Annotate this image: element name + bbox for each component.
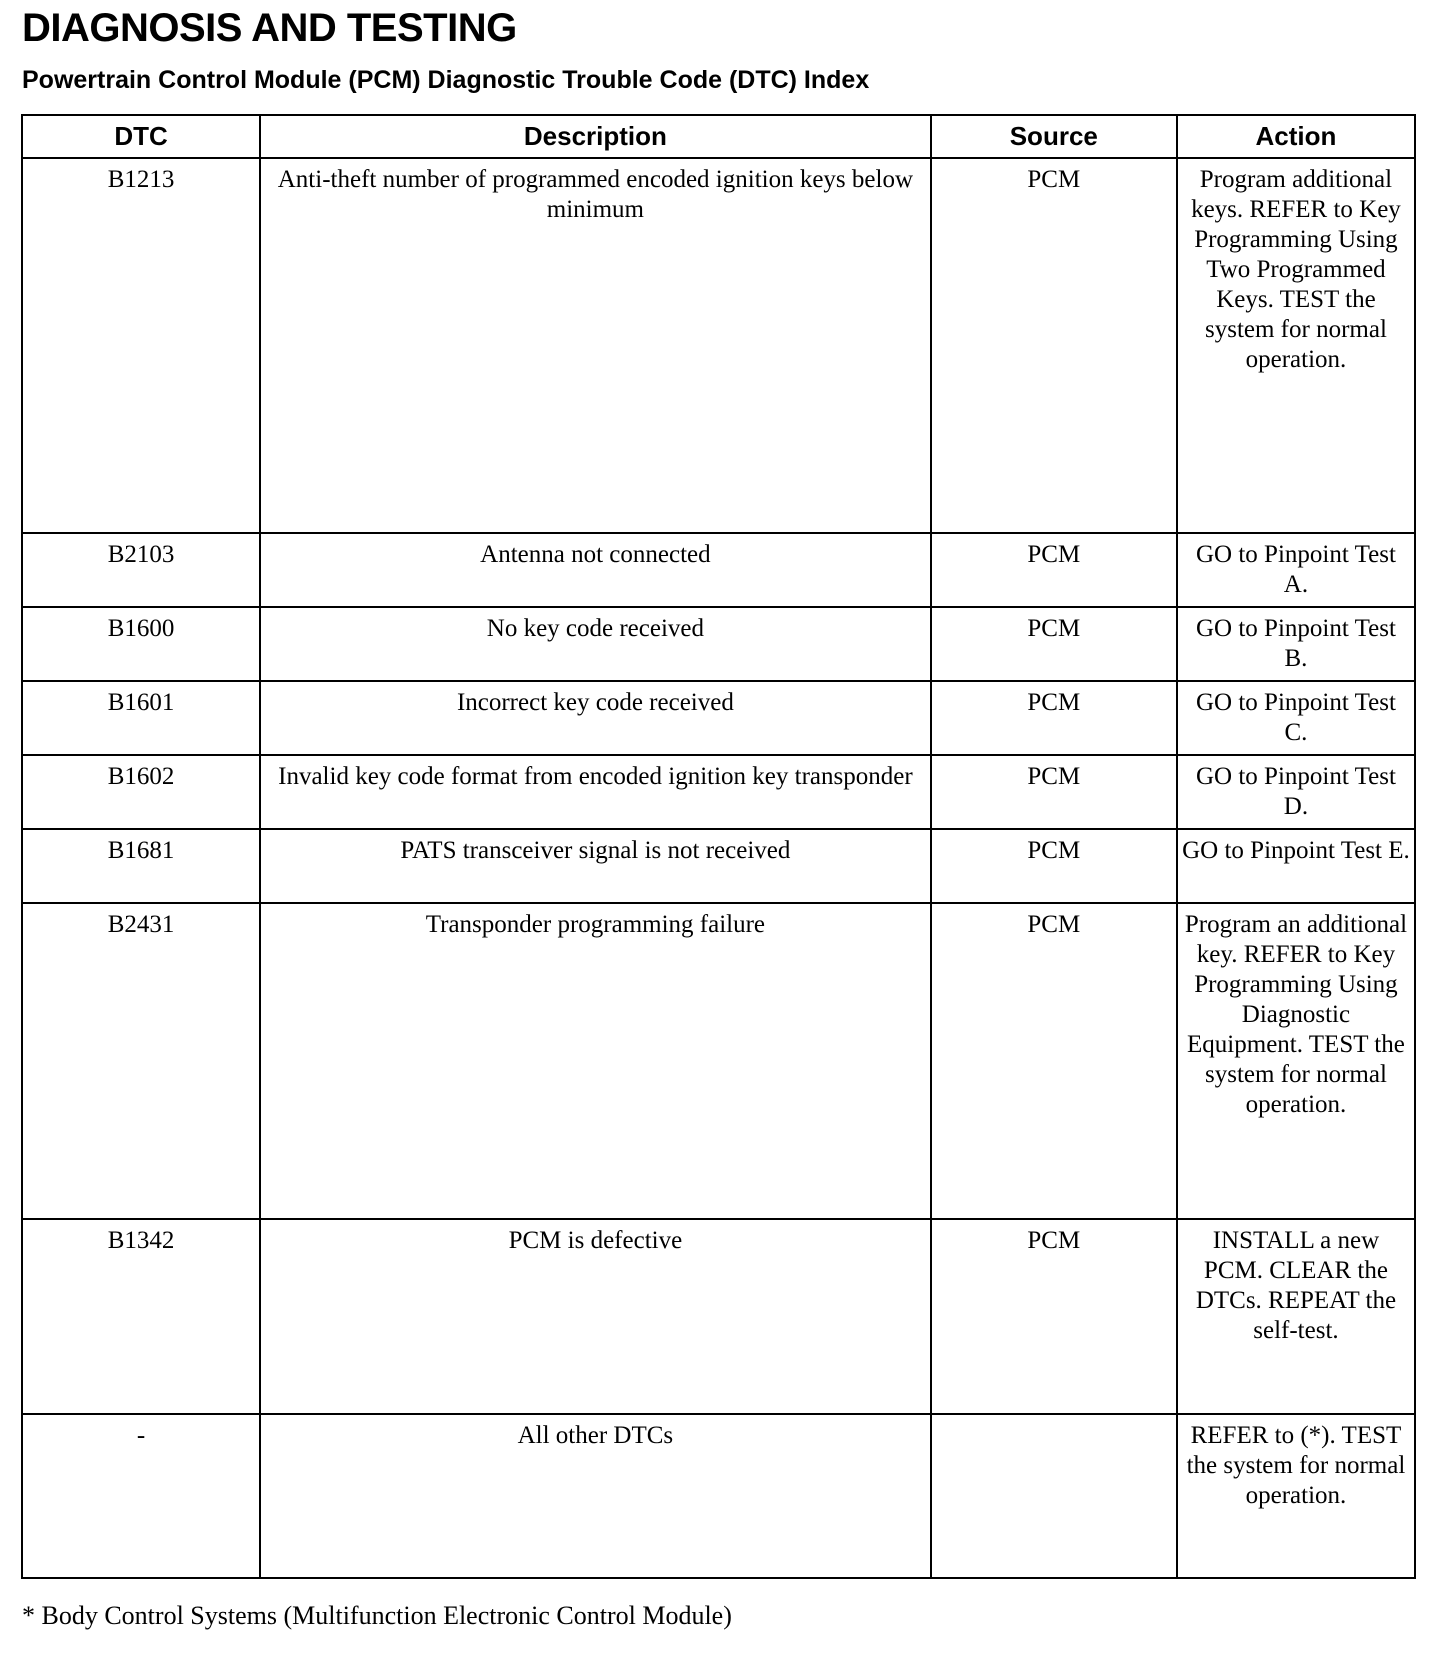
description-cell: Anti-theft number of programmed encoded ignition keys below minimum bbox=[260, 158, 931, 533]
dtc-cell: B1600 bbox=[22, 607, 260, 681]
action-cell: Program an additional key. REFER to Key Programming Using Diagnostic Equipment. TEST the system for normal operation. bbox=[1177, 903, 1415, 1219]
column-header-dtc: DTC bbox=[22, 115, 260, 158]
action-cell: GO to Pinpoint Test C. bbox=[1177, 681, 1415, 755]
description-cell: No key code received bbox=[260, 607, 931, 681]
dtc-cell: - bbox=[22, 1414, 260, 1578]
table-row bbox=[22, 829, 1415, 903]
dtc-cell: B1601 bbox=[22, 681, 260, 755]
dtc-cell: B2103 bbox=[22, 533, 260, 607]
action-cell: REFER to (*). TEST the system for normal operation. bbox=[1177, 1414, 1415, 1578]
description-cell: Transponder programming failure bbox=[260, 903, 931, 1219]
description-cell: PATS transceiver signal is not received bbox=[260, 829, 931, 903]
table-row bbox=[22, 1414, 1415, 1578]
table-row bbox=[22, 755, 1415, 829]
table-row bbox=[22, 158, 1415, 533]
action-cell: GO to Pinpoint Test A. bbox=[1177, 533, 1415, 607]
column-header-source: Source bbox=[931, 115, 1177, 158]
description-cell: Antenna not connected bbox=[260, 533, 931, 607]
dtc-index-table bbox=[21, 114, 1416, 1579]
table-title: Powertrain Control Module (PCM) Diagnostic Trouble Code (DTC) Index bbox=[22, 66, 870, 94]
description-cell: PCM is defective bbox=[260, 1219, 931, 1414]
dtc-cell: B1602 bbox=[22, 755, 260, 829]
column-header-description: Description bbox=[260, 115, 931, 158]
table-header-row bbox=[22, 115, 1415, 158]
description-cell: Incorrect key code received bbox=[260, 681, 931, 755]
table-row bbox=[22, 607, 1415, 681]
table-row bbox=[22, 903, 1415, 1219]
action-cell: Program additional keys. REFER to Key Programming Using Two Programmed Keys. TEST the system for normal operation. bbox=[1177, 158, 1415, 533]
source-cell: PCM bbox=[931, 681, 1177, 755]
dtc-cell: B2431 bbox=[22, 903, 260, 1219]
description-cell: Invalid key code format from encoded ignition key transponder bbox=[260, 755, 931, 829]
dtc-cell: B1681 bbox=[22, 829, 260, 903]
source-cell: PCM bbox=[931, 903, 1177, 1219]
source-cell bbox=[931, 1414, 1177, 1578]
action-cell: GO to Pinpoint Test D. bbox=[1177, 755, 1415, 829]
source-cell: PCM bbox=[931, 533, 1177, 607]
dtc-cell: B1213 bbox=[22, 158, 260, 533]
column-header-action: Action bbox=[1177, 115, 1415, 158]
action-cell: GO to Pinpoint Test B. bbox=[1177, 607, 1415, 681]
source-cell: PCM bbox=[931, 607, 1177, 681]
page-title: DIAGNOSIS AND TESTING bbox=[22, 6, 517, 50]
source-cell: PCM bbox=[931, 755, 1177, 829]
footnote: * Body Control Systems (Multifunction Electronic Control Module) bbox=[22, 1601, 732, 1630]
source-cell: PCM bbox=[931, 1219, 1177, 1414]
dtc-cell: B1342 bbox=[22, 1219, 260, 1414]
action-cell: INSTALL a new PCM. CLEAR the DTCs. REPEAT the self-test. bbox=[1177, 1219, 1415, 1414]
table-row bbox=[22, 681, 1415, 755]
source-cell: PCM bbox=[931, 829, 1177, 903]
action-cell: GO to Pinpoint Test E. bbox=[1177, 829, 1415, 903]
description-cell: All other DTCs bbox=[260, 1414, 931, 1578]
table-row bbox=[22, 533, 1415, 607]
source-cell: PCM bbox=[931, 158, 1177, 533]
table-row bbox=[22, 1219, 1415, 1414]
